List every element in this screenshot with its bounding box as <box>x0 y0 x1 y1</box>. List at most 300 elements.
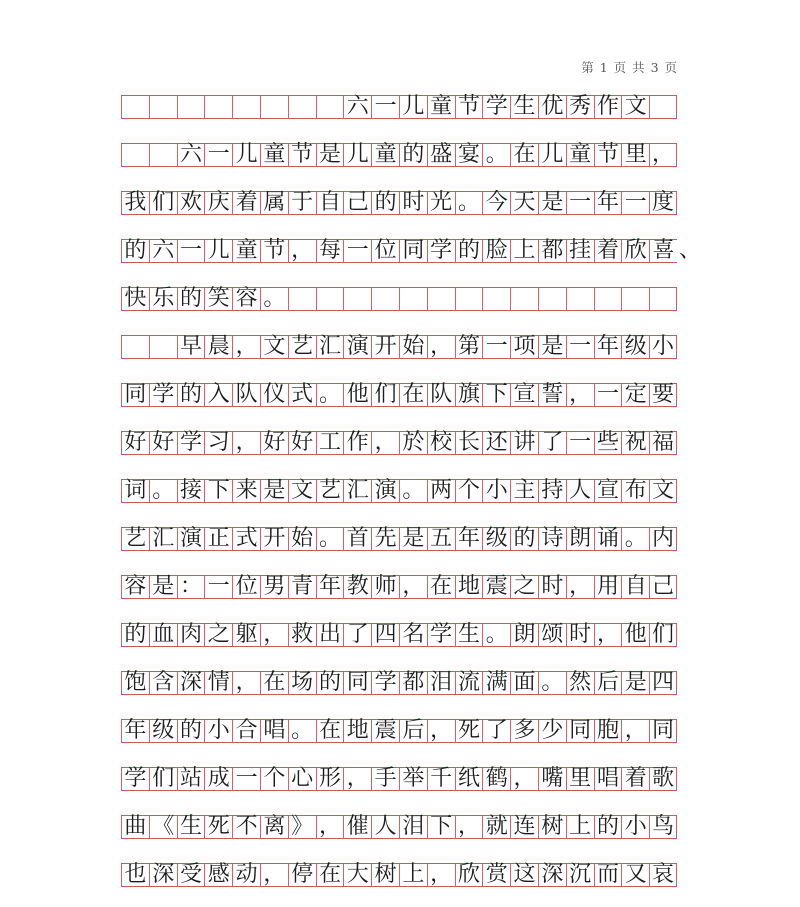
character: 的 <box>179 382 202 407</box>
grid-cell <box>371 720 399 742</box>
character: 秀 <box>569 94 592 119</box>
character: 六 <box>152 238 175 263</box>
grid-cell <box>510 528 538 550</box>
character: 下 <box>207 478 230 503</box>
grid-cell <box>288 432 316 454</box>
grid-row <box>121 143 677 167</box>
grid-cell <box>316 528 344 550</box>
character: 离 <box>263 814 286 839</box>
grid-cell <box>427 720 455 742</box>
character: 站 <box>179 766 202 791</box>
grid-cell <box>427 336 455 358</box>
grid-cell <box>399 384 427 406</box>
grid-cell <box>204 192 232 214</box>
grid-cell <box>177 480 205 502</box>
grid-cell <box>538 672 566 694</box>
grid-cell <box>482 768 510 790</box>
character: 两 <box>430 478 453 503</box>
character: 晨 <box>207 334 230 359</box>
character: 是 <box>541 334 564 359</box>
character: 了 <box>485 718 508 743</box>
character: 队 <box>235 382 258 407</box>
grid-cell <box>455 192 483 214</box>
grid-cell <box>288 480 316 502</box>
grid-cell <box>594 144 622 166</box>
character: 在 <box>318 862 341 887</box>
grid-cell <box>204 144 232 166</box>
grid-cell <box>177 768 205 790</box>
character: 学 <box>152 382 175 407</box>
grid-cell <box>232 336 260 358</box>
grid-cell <box>455 480 483 502</box>
grid-cell <box>649 96 677 118</box>
character: 度 <box>652 190 675 215</box>
character: 成 <box>207 766 230 791</box>
character: 纸 <box>457 766 480 791</box>
character: 一 <box>569 430 592 455</box>
character: 先 <box>374 526 397 551</box>
character: 福 <box>652 430 675 455</box>
grid-cell <box>177 240 205 262</box>
grid-cell <box>288 96 316 118</box>
grid-cell <box>121 576 149 598</box>
character: 在 <box>318 718 341 743</box>
grid-cell <box>232 576 260 598</box>
grid-row <box>121 815 677 839</box>
character: 演 <box>179 526 202 551</box>
character: ， <box>513 766 536 791</box>
character: 的 <box>596 814 619 839</box>
character: 个 <box>457 478 480 503</box>
character: 男 <box>263 574 286 599</box>
character: 嘴 <box>541 766 564 791</box>
character: 学 <box>430 622 453 647</box>
grid-cell <box>121 672 149 694</box>
grid-cell <box>121 624 149 646</box>
grid-cell <box>621 720 649 742</box>
grid-cell <box>149 336 177 358</box>
grid-cell <box>232 528 260 550</box>
character: 用 <box>596 574 619 599</box>
character: 小 <box>624 814 647 839</box>
grid-row <box>121 671 677 695</box>
character: 校 <box>430 430 453 455</box>
grid-cell <box>149 288 177 310</box>
character: 地 <box>457 574 480 599</box>
character: 师 <box>374 574 397 599</box>
character: 少 <box>541 718 564 743</box>
character: 饱 <box>124 670 147 695</box>
character: ， <box>318 814 341 839</box>
grid-cell <box>510 96 538 118</box>
grid-cell <box>121 864 149 886</box>
character: 演 <box>374 478 397 503</box>
page-indicator: 第 1 页 共 3 页 <box>581 60 678 75</box>
grid-cell <box>343 480 371 502</box>
grid-cell <box>260 288 288 310</box>
character: 童 <box>263 142 286 167</box>
character: 汇 <box>152 526 175 551</box>
grid-cell <box>538 384 566 406</box>
grid-cell <box>455 576 483 598</box>
grid-cell <box>316 624 344 646</box>
character: 泪 <box>430 670 453 695</box>
character: 的 <box>318 670 341 695</box>
grid-cell <box>399 144 427 166</box>
grid-cell <box>343 816 371 838</box>
character: 教 <box>346 574 369 599</box>
grid-cell <box>566 864 594 886</box>
grid-cell <box>399 480 427 502</box>
grid-cell <box>204 240 232 262</box>
grid-cell <box>371 96 399 118</box>
character: 级 <box>624 334 647 359</box>
character: ： <box>179 574 202 599</box>
character: 死 <box>457 718 480 743</box>
character: 天 <box>513 190 536 215</box>
grid-cell <box>149 480 177 502</box>
character: 又 <box>624 862 647 887</box>
character: 树 <box>374 862 397 887</box>
character: 我 <box>124 190 147 215</box>
grid-cell <box>510 480 538 502</box>
character: 震 <box>374 718 397 743</box>
grid-cell <box>649 144 677 166</box>
character: 一 <box>596 382 619 407</box>
character: 儿 <box>346 142 369 167</box>
grid-cell <box>371 576 399 598</box>
grid-cell <box>232 144 260 166</box>
grid-cell <box>149 576 177 598</box>
character: 诵 <box>596 526 619 551</box>
grid-cell <box>288 720 316 742</box>
character: 之 <box>513 574 536 599</box>
grid-cell <box>399 288 427 310</box>
grid-cell <box>427 432 455 454</box>
character: 在 <box>430 574 453 599</box>
grid-cell <box>538 528 566 550</box>
character: 深 <box>152 862 175 887</box>
character: 连 <box>513 814 536 839</box>
character: 要 <box>652 382 675 407</box>
grid-cell <box>121 144 149 166</box>
grid-cell <box>399 240 427 262</box>
character: 级 <box>485 526 508 551</box>
grid-cell <box>482 720 510 742</box>
character: 词 <box>124 478 147 503</box>
character: 位 <box>374 238 397 263</box>
character: 在 <box>513 142 536 167</box>
character: 喜 <box>652 238 675 263</box>
character: 来 <box>235 478 258 503</box>
grid-cell <box>649 528 677 550</box>
grid-cell <box>232 768 260 790</box>
grid-cell <box>121 480 149 502</box>
character: 一 <box>624 190 647 215</box>
grid-cell <box>260 672 288 694</box>
grid-cell <box>621 576 649 598</box>
grid-cell <box>177 816 205 838</box>
grid-cell <box>149 432 177 454</box>
grid-cell <box>621 384 649 406</box>
grid-cell <box>232 864 260 886</box>
grid-cell <box>149 816 177 838</box>
character: 庆 <box>207 190 230 215</box>
grid-cell <box>232 720 260 742</box>
grid-cell <box>399 432 427 454</box>
character: 都 <box>402 670 425 695</box>
character: 场 <box>291 670 314 695</box>
grid-cell <box>538 576 566 598</box>
grid-cell <box>510 576 538 598</box>
character: 乐 <box>152 286 175 311</box>
grid-cell <box>649 240 677 262</box>
character: 合 <box>235 718 258 743</box>
character: 六 <box>346 94 369 119</box>
grid-cell <box>204 336 232 358</box>
character: 大 <box>346 862 369 887</box>
grid-cell <box>566 288 594 310</box>
character: 里 <box>569 766 592 791</box>
grid-cell <box>538 144 566 166</box>
character: 好 <box>124 430 147 455</box>
grid-cell <box>149 144 177 166</box>
character: 年 <box>318 574 341 599</box>
grid-cell <box>427 288 455 310</box>
grid-cell <box>177 864 205 886</box>
character: 儿 <box>402 94 425 119</box>
grid-cell <box>260 480 288 502</box>
character: 脸 <box>485 238 508 263</box>
character: 长 <box>457 430 480 455</box>
grid-cell <box>343 768 371 790</box>
character: 一 <box>207 574 230 599</box>
grid-cell <box>649 672 677 694</box>
grid-cell <box>371 864 399 886</box>
grid-cell <box>621 864 649 886</box>
grid-cell <box>343 720 371 742</box>
character: 们 <box>652 622 675 647</box>
grid-cell <box>482 480 510 502</box>
grid-cell <box>149 192 177 214</box>
grid-cell <box>649 624 677 646</box>
character: 自 <box>318 190 341 215</box>
character: 的 <box>124 622 147 647</box>
grid-cell <box>343 672 371 694</box>
grid-cell <box>260 528 288 550</box>
grid-cell <box>482 624 510 646</box>
grid-cell <box>455 528 483 550</box>
character: 诗 <box>541 526 564 551</box>
grid-cell <box>177 576 205 598</box>
grid-cell <box>177 192 205 214</box>
grid-cell <box>288 336 316 358</box>
grid-cell <box>149 864 177 886</box>
grid-cell <box>594 240 622 262</box>
grid-cell <box>649 816 677 838</box>
grid-cell <box>538 336 566 358</box>
grid-row <box>121 719 677 743</box>
character: 救 <box>291 622 314 647</box>
character: 不 <box>235 814 258 839</box>
character: 队 <box>430 382 453 407</box>
character: 出 <box>318 622 341 647</box>
grid-row <box>121 767 677 791</box>
grid-cell <box>510 384 538 406</box>
character: 在 <box>263 670 286 695</box>
grid-cell <box>371 240 399 262</box>
character: 生 <box>513 94 536 119</box>
character: 式 <box>291 382 314 407</box>
character: 持 <box>541 478 564 503</box>
character: 一 <box>179 238 202 263</box>
character: 祝 <box>624 430 647 455</box>
grid-cell <box>149 528 177 550</box>
grid-cell <box>566 432 594 454</box>
grid-cell <box>121 240 149 262</box>
character: 手 <box>374 766 397 791</box>
grid-cell <box>177 432 205 454</box>
grid-cell <box>594 528 622 550</box>
character: 一 <box>485 334 508 359</box>
grid-cell <box>427 624 455 646</box>
grid-cell <box>427 96 455 118</box>
grid-cell <box>594 336 622 358</box>
character: 首 <box>346 526 369 551</box>
character: 是 <box>541 190 564 215</box>
grid-cell <box>316 576 344 598</box>
character: 欣 <box>624 238 647 263</box>
character: 演 <box>346 334 369 359</box>
grid-cell <box>649 864 677 886</box>
character: 同 <box>346 670 369 695</box>
character: 同 <box>124 382 147 407</box>
grid-cell <box>455 816 483 838</box>
character: 小 <box>485 478 508 503</box>
grid-cell <box>455 240 483 262</box>
grid-row <box>121 623 677 647</box>
character: 童 <box>569 142 592 167</box>
grid-cell <box>594 768 622 790</box>
character: 。 <box>263 286 286 311</box>
character: 动 <box>235 862 258 887</box>
grid-cell <box>371 288 399 310</box>
grid-cell <box>232 816 260 838</box>
character: 童 <box>235 238 258 263</box>
character: 讲 <box>513 430 536 455</box>
grid-cell <box>177 384 205 406</box>
grid-cell <box>399 864 427 886</box>
grid-cell <box>371 528 399 550</box>
character: 人 <box>569 478 592 503</box>
manuscript-grid <box>121 94 701 907</box>
grid-cell <box>121 384 149 406</box>
character: 学 <box>430 238 453 263</box>
grid-cell <box>649 432 677 454</box>
character: 。 <box>318 382 341 407</box>
character: 欣 <box>457 862 480 887</box>
character: 下 <box>485 382 508 407</box>
grid-cell <box>510 864 538 886</box>
grid-cell <box>260 336 288 358</box>
grid-cell <box>232 624 260 646</box>
character: 好 <box>291 430 314 455</box>
grid-cell <box>260 720 288 742</box>
character: 躯 <box>235 622 258 647</box>
character: 之 <box>207 622 230 647</box>
character: 快 <box>124 286 147 311</box>
grid-cell <box>510 144 538 166</box>
character: 是 <box>624 670 647 695</box>
character: 文 <box>652 478 675 503</box>
grid-cell <box>399 624 427 646</box>
grid-cell <box>316 720 344 742</box>
character: 四 <box>374 622 397 647</box>
grid-cell <box>204 96 232 118</box>
character: 感 <box>207 862 230 887</box>
grid-row <box>121 95 677 119</box>
grid-cell <box>649 336 677 358</box>
character: 仪 <box>263 382 286 407</box>
grid-cell <box>510 816 538 838</box>
grid-cell <box>371 432 399 454</box>
character: 好 <box>152 430 175 455</box>
character: 学 <box>485 94 508 119</box>
character: 就 <box>485 814 508 839</box>
character: 受 <box>179 862 202 887</box>
grid-cell <box>204 576 232 598</box>
grid-cell <box>288 768 316 790</box>
grid-cell <box>399 576 427 598</box>
grid-cell <box>399 672 427 694</box>
grid-cell <box>288 240 316 262</box>
character: 赏 <box>485 862 508 887</box>
grid-cell <box>649 384 677 406</box>
grid-cell <box>121 336 149 358</box>
character: 上 <box>513 238 536 263</box>
grid-cell <box>288 576 316 598</box>
character: 的 <box>374 190 397 215</box>
character: 年 <box>596 334 619 359</box>
character: ， <box>235 670 258 695</box>
character: 宴 <box>457 142 480 167</box>
character: 下 <box>430 814 453 839</box>
grid-cell <box>621 528 649 550</box>
grid-cell <box>621 768 649 790</box>
grid-cell <box>427 864 455 886</box>
character: 唱 <box>263 718 286 743</box>
grid-cell <box>149 720 177 742</box>
grid-cell <box>594 192 622 214</box>
grid-cell <box>121 96 149 118</box>
grid-cell <box>260 384 288 406</box>
character: 死 <box>207 814 230 839</box>
character: 艺 <box>318 478 341 503</box>
character: 四 <box>652 670 675 695</box>
grid-cell <box>427 576 455 598</box>
grid-cell <box>427 240 455 262</box>
character: 的 <box>402 142 425 167</box>
grid-cell <box>149 624 177 646</box>
character: ， <box>374 430 397 455</box>
character: 文 <box>624 94 647 119</box>
grid-cell <box>371 624 399 646</box>
grid-cell <box>510 288 538 310</box>
grid-cell <box>621 144 649 166</box>
grid-cell <box>594 480 622 502</box>
character: 着 <box>596 238 619 263</box>
grid-cell <box>455 624 483 646</box>
